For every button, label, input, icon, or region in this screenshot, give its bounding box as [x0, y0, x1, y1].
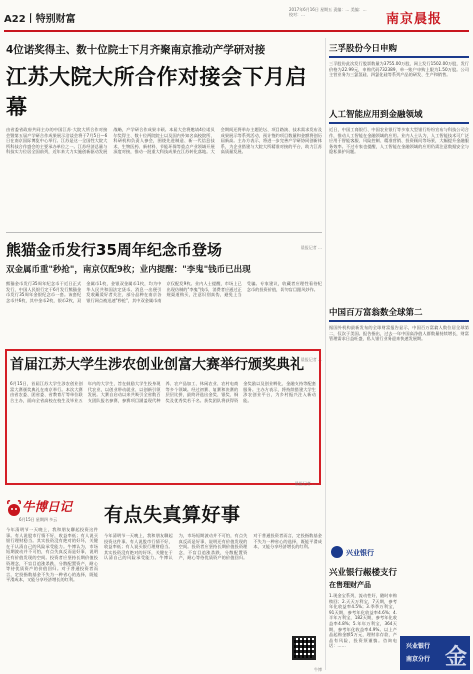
survey-title: 中国百万富翁数全球第二	[329, 308, 423, 318]
bank-logo	[331, 544, 469, 562]
newspaper-logo: 南京晨报	[386, 12, 443, 27]
story3-headline: 首届江苏大学生涉农创业创富大赛举行颁奖典礼	[10, 357, 304, 373]
story1-byline: 晨报记者 …	[300, 245, 322, 250]
story-agri-contest	[10, 354, 316, 487]
sidebar-ipo	[329, 42, 469, 117]
ai-body: 近日，中国工商银行、中国农业银行等多家大型银行纷纷宣布与科技公司合作，推动人工智能在金融领域的应用。业内人士认为，人工智能技术可广泛应用于智能客服、风险控制、精准营销、投资顾问等场景，大幅提升金融服务效率。不过专家也提醒，人工智能在金融领域的应用仍需注意数据安全与隐私保护问题。	[329, 127, 469, 155]
story2-body: 熊猫金币发行35周年纪念币于近日正式发行，中国人民银行定于6月发行熊猫金币发行35周年金银纪念币一套。该套纪念币共6枚，其中金币2枚，银币2枚，双金属币1枚，金银双金属币1枚，均为中华人民共和国法定货币。消息一出便引发收藏爱好者关注，部分品种在南京各银行网点被迅速"秒抢"，其中双金属币南京仅配发9枚。业内人士提醒，市场上已出现仿制的"李鬼"钱币，消费者应通过正规渠道购买，注意识别真伪，避免上当受骗。专家建议，收藏者应理性看待纪念币的投资价值，切勿盲目跟风炒作。	[6, 281, 322, 303]
story4-left-col	[6, 527, 98, 665]
story2-headline: 熊猫金币发行35周年纪念币登场	[6, 241, 222, 259]
divider	[6, 232, 322, 233]
story4-byline: 牛博	[314, 667, 322, 672]
sidebar-ai	[329, 108, 469, 317]
ai-title: 人工智能应用到金融领域	[329, 110, 423, 120]
ad-line1: 兴业银行	[406, 643, 431, 650]
story1-kicker: 4位诺奖得主、数十位院士下月齐聚南京推动产学研对接	[6, 44, 266, 56]
story-panda-coin	[6, 239, 322, 363]
ad-line2: 南京分行	[406, 656, 431, 663]
ipo-title: 三孚股份今日申购	[329, 44, 398, 54]
story3-byline: 晨报记者 …	[294, 481, 316, 486]
bank-products: 1.现金宝系列，流动性好，随时申购赎回；2.天天万利宝，7天期，参考年化收益率4.5%；3.季季万利宝，91天期，参考年化收益率4.6%；4.半年万利宝，182天期，参考年化收益率4.8%；5.年年万利宝，364天期，参考年化收益率4.9%。以上产品起购金额5万元，理财非存款，产品有风险，投资须谨慎。咨询电话：……	[329, 593, 397, 649]
title-underline	[329, 122, 469, 124]
sidebar-survey	[329, 306, 469, 545]
story3-body: 6月15日，首届江苏大学生涉农创业创富大赛颁奖典礼在南京举行。本次大赛由省农委、团省委、省教育厅等单位联合主办，面向全省高校在校生及毕业五年内的大学生，旨在鼓励大学生投身现代农业，以创业带动就业、以创新引领发展。大赛自启动以来共吸引全省数百支团队报名参赛，参赛项目涵盖现代种养、农产品加工、休闲农业、农村电商等多个领域。经过初赛、复赛和决赛的层层比拼，最终评选出金奖、银奖、铜奖及优秀奖若干名。获奖团队将获得资金奖励以及创业孵化、金融支持等配套服务。主办方表示，将持续搭建大学生涉农创业平台，为乡村振兴注入新动能。	[10, 381, 316, 403]
column-badge	[6, 496, 94, 526]
story1-headline: 江苏大院大所合作对接会下月启幕	[6, 65, 307, 119]
bank-name: 兴业银行	[346, 549, 374, 557]
ox-icon	[6, 498, 22, 518]
column-divider	[325, 38, 326, 670]
story4-body: 今年清明节一天晚上，我和朋友聊起投资这件事。有人说股市行情不好，收益率低；有人说买银行理财稳当。其实投资没有绝对的好坏，关键在于认清自己的风险承受能力。牛博认为，市场短期波动并不可怕，有点失真反而是好事，说明还有价值发现的空间。投资者应坚持长期价值投资理念，不盲目追涨杀跌，分散配置资产，耐心等待优质资产的价值回归。对于普通投资者而言，定投指数基金不失为一种省心的选择，既能平滑成本，又能分享经济增长的红利。	[104, 533, 322, 561]
story4-headline: 有点失真算好事	[104, 504, 241, 526]
survey-body: 据国外机构最新发布的全球财富报告显示，中国百万富翁人数位居全球第二，仅次于美国。报告指出，过去一年中国高净值人群数量持续增长，财富管理需求日益旺盛，私人银行业务迎来快速发展期。	[329, 325, 469, 342]
bank-title: 兴业银行赧楼支行	[329, 568, 398, 578]
bank-subtitle: 在售理财产品	[329, 581, 371, 589]
title-underline	[329, 320, 469, 322]
section-label: A22丨特别财富	[4, 14, 76, 25]
qr-code	[292, 636, 316, 660]
title-underline	[329, 56, 469, 58]
story2-byline: 晨报记者 …	[300, 357, 322, 362]
story2-subhead: 双金属币重"秒抢"，南京仅配9枚；业内提醒："李鬼"钱币已出现	[6, 265, 251, 275]
ipo-body: 三孚股份此次发行股票数量为3755.00万股，网上发行1502.00万股，发行价格为22.99元，申购代码732389，单一账户申购上限为1.50万股。公司主营业务为三氯氢硅、四氯化硅等系列产品的研发、生产和销售。	[329, 61, 469, 78]
ad-big-glyph: 金	[444, 645, 467, 670]
date-line: 2017年6月16日 星期五 责编：… 美编：… 校对：…	[289, 7, 367, 17]
badge-date: 6月15日 星期四 多云	[19, 517, 58, 522]
badge-title: 牛博日记	[22, 499, 73, 514]
story-cooperation	[6, 42, 322, 251]
bank-ad	[400, 636, 470, 670]
story4-body-left: 今年清明节一天晚上，我和朋友聊起投资这件事。有人说股市行情不好，收益率低；有人说买银行理财稳当。其实投资没有绝对的好坏，关键在于认清自己的风险承受能力。牛博认为，市场短期波动并不可怕，有点失真反而是好事，说明还有价值发现的空间。投资者应坚持长期价值投资理念，不盲目追涨杀跌，分散配置资产，耐心等待优质资产的价值回归。对于普通投资者而言，定投指数基金不失为一种省心的选择，既能平滑成本，又能分享经济增长的红利。	[6, 527, 98, 583]
story1-body: 由省委省政府共同主办的中国江苏·大院大所合作对接会暨第五届产学研合作成果展示洽谈会将于7月5日—6日在南京国际博览中心举行。江苏是这一全国性大院大所科技合作盛会的主要承办单位之一。江苏经济总量与科技实力位居全国前列，近年来大力实施创新驱动发展战略，产学研合作成果丰硕。本届大会将邀请4位诺贝尔奖得主、数十位两院院士以及国内外知名高校院所、科研机构负责人参会，围绕先进制造、新一代信息技术、生物医药、新材料、节能环保等重点产业领域开展深度对接，推动一批重大科技成果在江苏转化落地。大会期间还将举办主题论坛、项目路演、技术需求发布及成果展示等系列活动，预计签约项目数量和金额将创历届新高。主办方表示，将进一步完善产学研协同创新体系，为企业搭建与大院大所精准对接的平台，助力江苏高质量发展。	[6, 127, 322, 155]
bank-emblem-icon	[331, 546, 343, 558]
page-header	[4, 4, 469, 32]
story-essay	[104, 500, 322, 673]
